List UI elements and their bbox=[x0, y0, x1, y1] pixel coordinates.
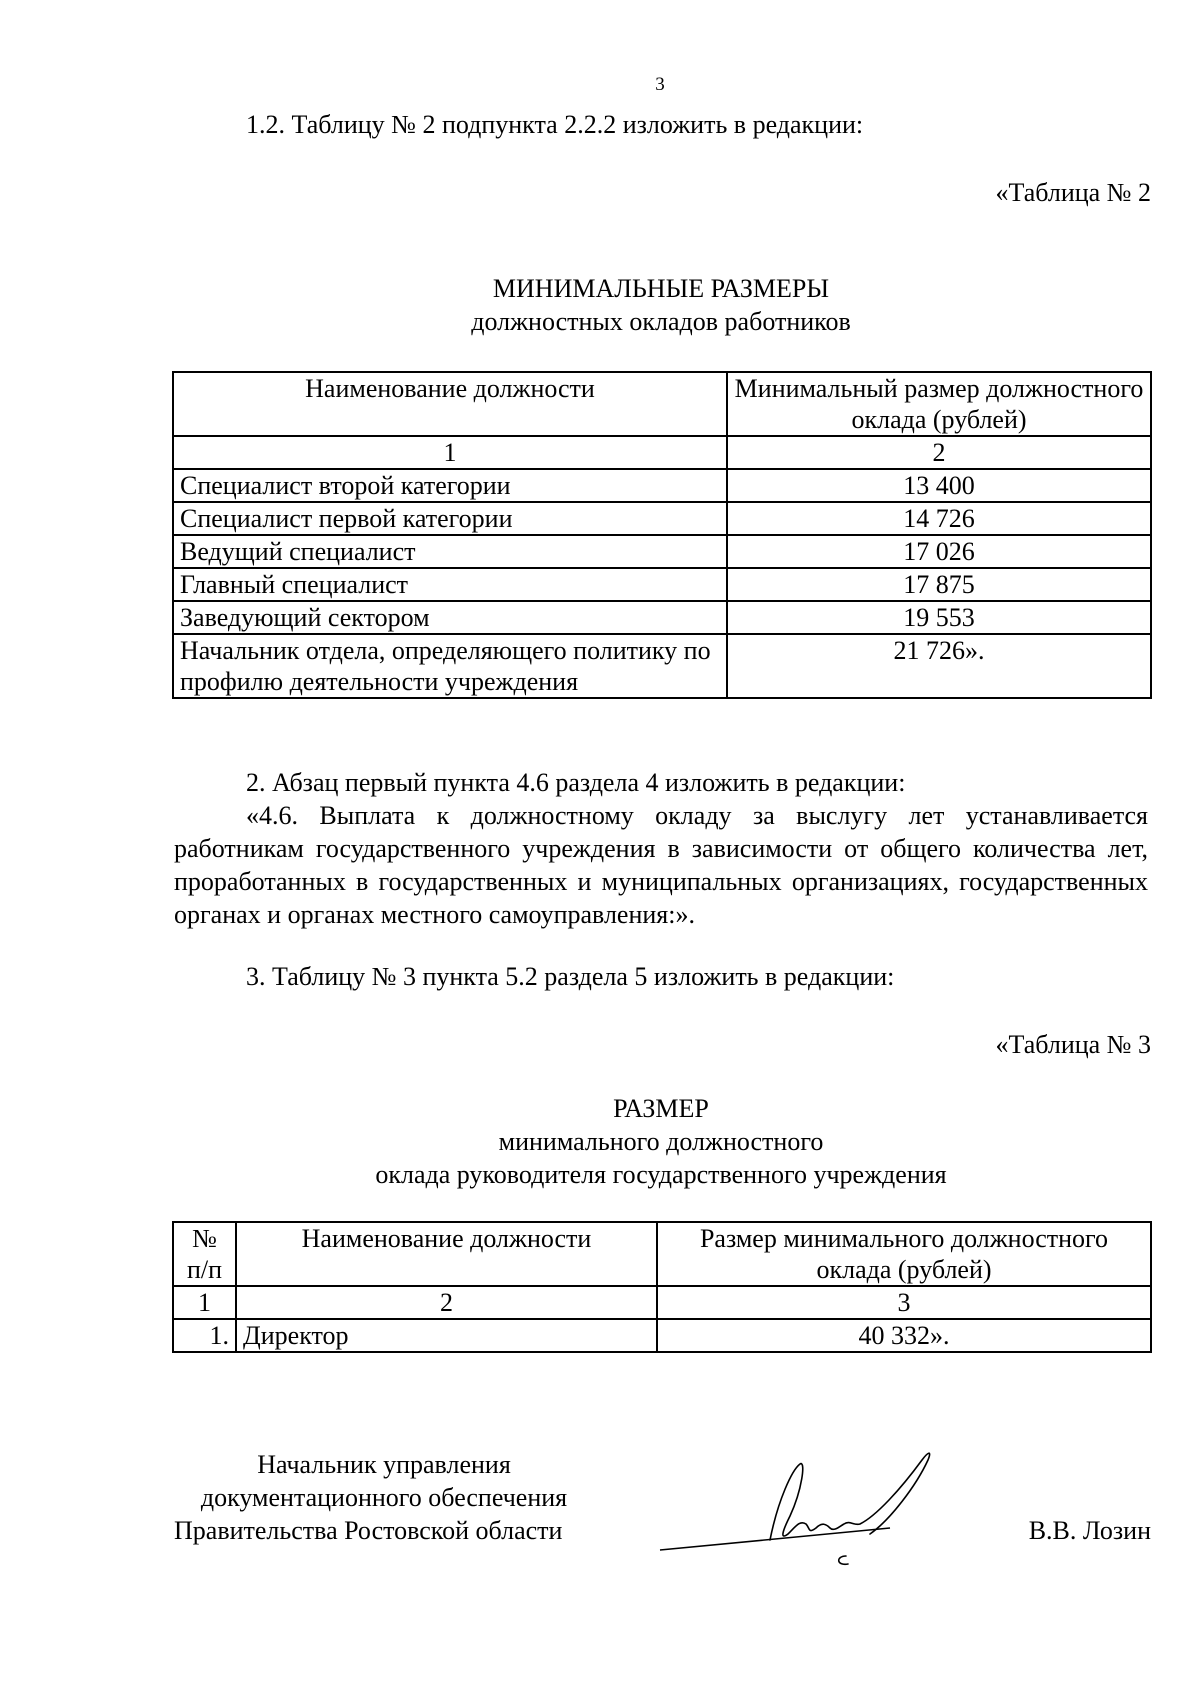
table2-header-name: Наименование должности bbox=[173, 372, 727, 436]
page-number: 3 bbox=[655, 74, 665, 95]
item-3: 3. Таблицу № 3 пункта 5.2 раздела 5 изложить в редакции: bbox=[246, 962, 895, 991]
table3-col-number-2: 2 bbox=[236, 1286, 657, 1319]
signatory-name: В.В. Лозин bbox=[1028, 1516, 1151, 1545]
table2-header-value: Минимальный размер должностного оклада (рублей) bbox=[727, 372, 1151, 436]
item-2: 2. Абзац первый пункта 4.6 раздела 4 изложить в редакции: bbox=[246, 768, 906, 797]
position-name: Главный специалист bbox=[173, 568, 727, 601]
table3-label: «Таблица № 3 bbox=[995, 1030, 1151, 1059]
position-name: Заведующий сектором bbox=[173, 601, 727, 634]
signatory-position-line-1: Начальник управления bbox=[257, 1450, 511, 1479]
table3-header-num: № п/п bbox=[173, 1222, 236, 1286]
table2-title: МИНИМАЛЬНЫЕ РАЗМЕРЫ bbox=[492, 274, 830, 303]
table2-header-row bbox=[173, 372, 1151, 436]
salary-value: 21 726». bbox=[727, 634, 1151, 698]
table2-label: «Таблица № 2 bbox=[995, 178, 1151, 207]
signatory-position bbox=[174, 1448, 594, 1547]
table-row bbox=[173, 634, 1151, 698]
table3-col-number-3: 3 bbox=[657, 1286, 1151, 1319]
table3-subtitle-1: минимального должностного bbox=[498, 1127, 824, 1156]
table-row bbox=[173, 535, 1151, 568]
table3-title: РАЗМЕР bbox=[613, 1094, 709, 1123]
position-name: Директор bbox=[236, 1319, 657, 1352]
table2 bbox=[172, 371, 1152, 699]
position-name: Ведущий специалист bbox=[173, 535, 727, 568]
table2-number-row bbox=[173, 436, 1151, 469]
table3-subtitle-2: оклада руководителя государственного учреждения bbox=[375, 1160, 947, 1189]
table3-header-value: Размер минимального должностного оклада (рублей) bbox=[657, 1222, 1151, 1286]
table-row bbox=[173, 502, 1151, 535]
signatory-position-line-3: Правительства Ростовской области bbox=[174, 1516, 563, 1545]
table-row bbox=[173, 568, 1151, 601]
salary-value: 13 400 bbox=[727, 469, 1151, 502]
salary-value: 17 875 bbox=[727, 568, 1151, 601]
position-name: Специалист второй категории bbox=[173, 469, 727, 502]
handwritten-signature bbox=[650, 1430, 990, 1570]
item-1-2: 1.2. Таблицу № 2 подпункта 2.2.2 изложить в редакции: bbox=[246, 110, 864, 139]
salary-value: 17 026 bbox=[727, 535, 1151, 568]
table3-col-number-1: 1 bbox=[173, 1286, 236, 1319]
position-name: Специалист первой категории bbox=[173, 502, 727, 535]
table2-col-number-2: 2 bbox=[727, 436, 1151, 469]
table3-header-name: Наименование должности bbox=[236, 1222, 657, 1286]
table-row bbox=[173, 469, 1151, 502]
salary-value: 40 332». bbox=[657, 1319, 1151, 1352]
signatory-position-line-2: документационного обеспечения bbox=[200, 1483, 568, 1512]
table-row bbox=[173, 1319, 1151, 1352]
table3-number-row bbox=[173, 1286, 1151, 1319]
table3-header-row bbox=[173, 1222, 1151, 1286]
salary-value: 14 726 bbox=[727, 502, 1151, 535]
table2-col-number-1: 1 bbox=[173, 436, 727, 469]
row-number: 1. bbox=[173, 1319, 236, 1352]
table-row bbox=[173, 601, 1151, 634]
table2-subtitle: должностных окладов работников bbox=[471, 307, 851, 336]
table3 bbox=[172, 1221, 1152, 1353]
item-2-paragraph bbox=[174, 799, 1148, 931]
position-name: Начальник отдела, определяющего политику по профилю деятельности учреждения bbox=[173, 634, 727, 698]
item-2-text: «4.6. Выплата к должностному окладу за выслугу лет устанавливается работникам государственного учреждения в зависимости от общего количества лет, проработанных в государственных и муниципальных организациях, государственных органах и органах местного самоуправления:». bbox=[174, 801, 1148, 929]
salary-value: 19 553 bbox=[727, 601, 1151, 634]
